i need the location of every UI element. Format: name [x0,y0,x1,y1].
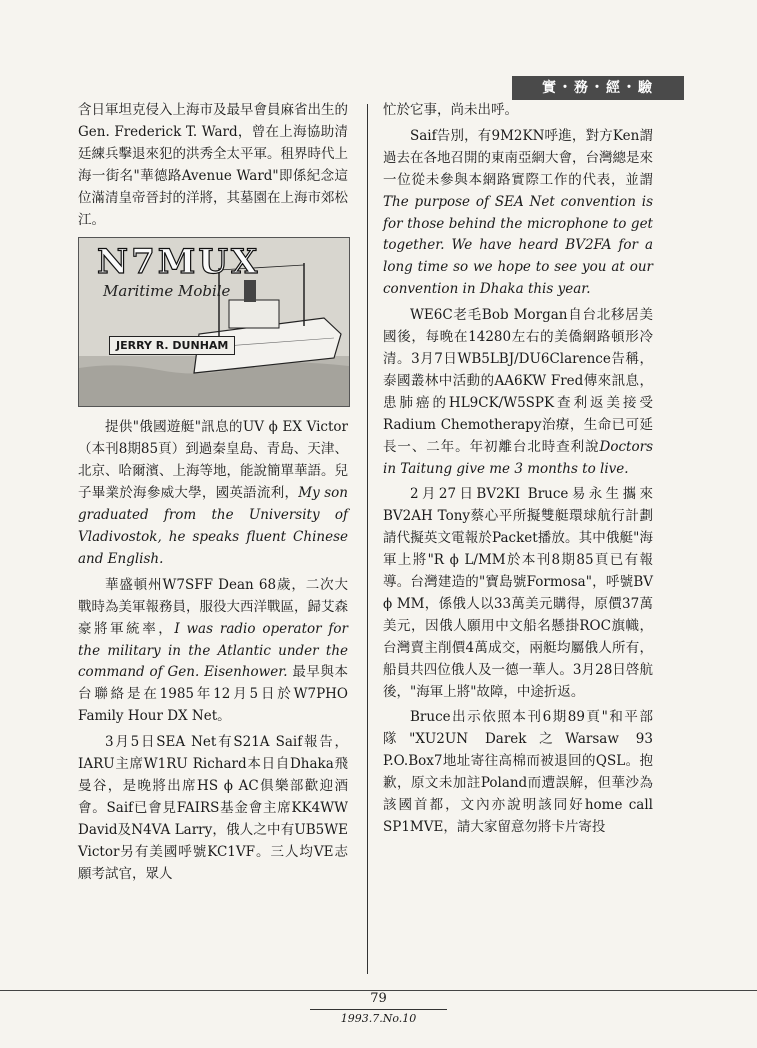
paragraph: 忙於它事，尚未出呼。 [383,102,518,118]
paragraph: 華盛頓州W7SFF Dean 68歲，二次大戰時為美軍報務員，服役大西洋戰區，歸艾森豪將軍統率，I was radio operator for the military in the Atlantic under the command of Gen. Eisenhower. 最早與本台聯絡是在1985年12月5日於W7PHO Family Hour DX Net。 [78,576,349,725]
photo-subtitle: Maritime Mobile [103,282,231,301]
qsl-card-photo [78,237,350,407]
paragraph: 3月5日SEA Net有S21A Saif報告，IARU主席W1RU Richard本日自Dhaka飛曼谷，是晚將出席HS ϕ AC俱樂部歡迎酒會。Saif已會見FAIRS基金會主席KK4WW David及N4VA Larry，俄人之中有UB5WE Victor另有美國呼號KC1VF。三人均VE志願考試官，眾人 [78,734,348,882]
paragraph: 含日軍坦克侵入上海市及最早會員麻省出生的Gen. Frederick T. Ward，曾在上海協助清廷練兵擊退來犯的洪秀全太平軍。租界時代上海一街名"華德路Avenue Ward"即係紀念這位滿清皇帝晉封的洋將，其墓園在上海市郊松江。 [78,102,348,228]
issue-label: 1993.7.No.10 [340,1012,417,1025]
paragraph: WE6C老毛Bob Morgan自台北移居美國後，每晚在14280左右的美僑網路頓形冷清。3月7日WB5LBJ/DU6Clarence告稱，泰國叢林中活動的AA6KW Fred傳來訊息，患肺癌的HL9CK/W5SPK查利返美接受Radium Chemotherapy治療，生命已可延長一、二年。年初離台北時查利說Doctors in Taitung give me 3 months to live. [383,307,653,477]
section-badge: 實・務・經・驗 [512,76,684,100]
photo-name-plate: JERRY R. DUNHAM [109,336,235,355]
page-number: 79 [370,991,387,1006]
paragraph: 2月27日BV2KI Bruce易永生攜來BV2AH Tony蔡心平所擬雙艇環球航行計劃請代擬英文電報於Packet播放。其中俄艇"海軍上將"R ϕ L/MM於本刊8期85頁已有報導。台灣建造的"寶島號Formosa"，呼號BV ϕ MM，係俄人以33萬美元購得，原價37萬美元，因俄人願用中文船名懸掛ROC旗幟，台灣賣主削價4萬成交，兩艇均屬俄人所有，船員共四位俄人及一德一華人。3月28日啓航後，"海軍上將"故障，中途折返。 [383,486,653,700]
right-column [383,100,653,843]
photo-callsign: N7MUX [97,242,261,283]
paragraph: Saif告別，有9M2KN呼進，對方Ken謂過去在各地召開的東南亞網大會，台灣總是來一位從未參與本網路實際工作的代表，並謂The purpose of SEA Net convention is for those behind the microphone to get together. We have heard BV2FA for a long time so we hope to see you at our convention in Dhaka this year. [383,127,653,298]
left-column [78,100,348,889]
paragraph: Bruce出示依照本刊6期89頁"和平部隊"XU2UN Darek之Warsaw 93 P.O.Box7地址寄往高棉而被退回的QSL。抱歉，原文未加註Poland而遭誤解，但華沙為該國首都，文內亦說明該同好home call SP1MVE，請大家留意勿將卡片寄投 [383,709,653,835]
column-divider [367,104,368,974]
page-number-underline [310,1009,447,1010]
paragraph: 提供"俄國遊艇"訊息的UV ϕ EX Victor（本刊8期85頁）到過秦皇島、青島、天津、北京、哈爾濱、上海等地，能說簡單華語。兒子畢業於海參威大學，國英語流利，My son graduated from the University of Vladivostok, he speaks fluent Chinese and English. [78,419,349,567]
